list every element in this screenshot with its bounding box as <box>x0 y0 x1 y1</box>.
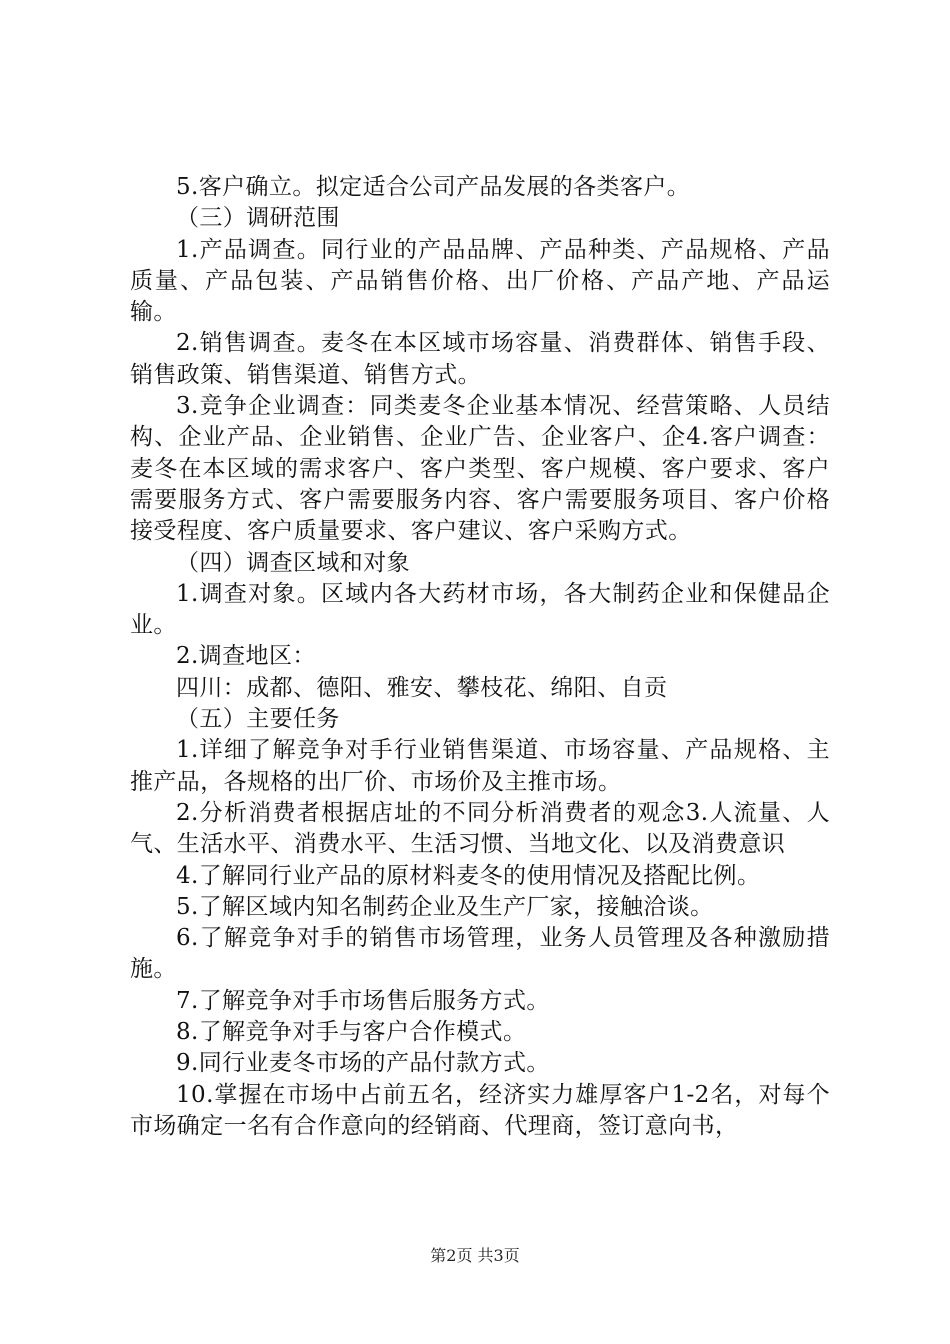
paragraph-competitor-survey: 3.竞争企业调查：同类麦冬企业基本情况、经营策略、人员结构、企业产品、企业销售、企业广告、企业客户、企4.客户调查：麦冬在本区域的需求客户、客户类型、客户规模、客户要求、客户需要服务方式、客户需要服务内容、客户需要服务项目、客户价格接受程度、客户质量要求、客户建议、客户采购方式。 <box>130 393 830 545</box>
paragraph-task-6: 6.了解竞争对手的销售市场管理，业务人员管理及各种激励措施。 <box>130 925 830 983</box>
document-body <box>130 172 830 1142</box>
paragraph-survey-target: 1.调查对象。区域内各大药材市场，各大制药企业和保健品企业。 <box>130 580 830 639</box>
paragraph-task-1: 1.详细了解竞争对手行业销售渠道、市场容量、产品规格、主推产品，各规格的出厂价、市场价及主推市场。 <box>130 737 830 795</box>
paragraph-task-2: 2.分析消费者根据店址的不同分析消费者的观念3.人流量、人气、生活水平、消费水平、生活习惯、当地文化、以及消费意识 <box>130 799 830 858</box>
paragraph-task-9: 9.同行业麦冬市场的产品付款方式。 <box>176 1050 550 1077</box>
paragraph-client-establish: 5.客户确立。拟定适合公司产品发展的各类客户。 <box>176 174 691 200</box>
paragraph-survey-area-label: 2.调查地区： <box>176 643 316 670</box>
page-number-footer: 第2页 共3页 <box>430 1246 520 1265</box>
paragraph-task-5: 5.了解区域内知名制药企业及生产厂家，接触洽谈。 <box>176 893 714 920</box>
paragraph-task-7: 7.了解竞争对手市场售后服务方式。 <box>176 987 550 1014</box>
paragraph-sales-survey: 2.销售调查。麦冬在本区域市场容量、消费群体、销售手段、销售政策、销售渠道、销售方式。 <box>130 330 830 388</box>
paragraph-task-10: 10.掌握在市场中占前五名，经济实力雄厚客户1-2名，对每个市场确定一名有合作意向的经销商、代理商，签订意向书， <box>130 1081 830 1139</box>
paragraph-product-survey: 1.产品调查。同行业的产品品牌、产品种类、产品规格、产品质量、产品包装、产品销售价格、出厂价格、产品产地、产品运输。 <box>130 236 830 326</box>
section-heading-region: （四）调查区域和对象 <box>176 549 410 576</box>
paragraph-task-8: 8.了解竞争对手与客户合作模式。 <box>176 1019 527 1046</box>
section-heading-scope: （三）调研范围 <box>176 205 340 232</box>
paragraph-survey-area-cities: 四川：成都、德阳、雅安、攀枝花、绵阳、自贡 <box>176 674 668 701</box>
paragraph-task-4: 4.了解同行业产品的原材料麦冬的使用情况及搭配比例。 <box>176 862 761 889</box>
section-heading-tasks: （五）主要任务 <box>176 706 340 733</box>
